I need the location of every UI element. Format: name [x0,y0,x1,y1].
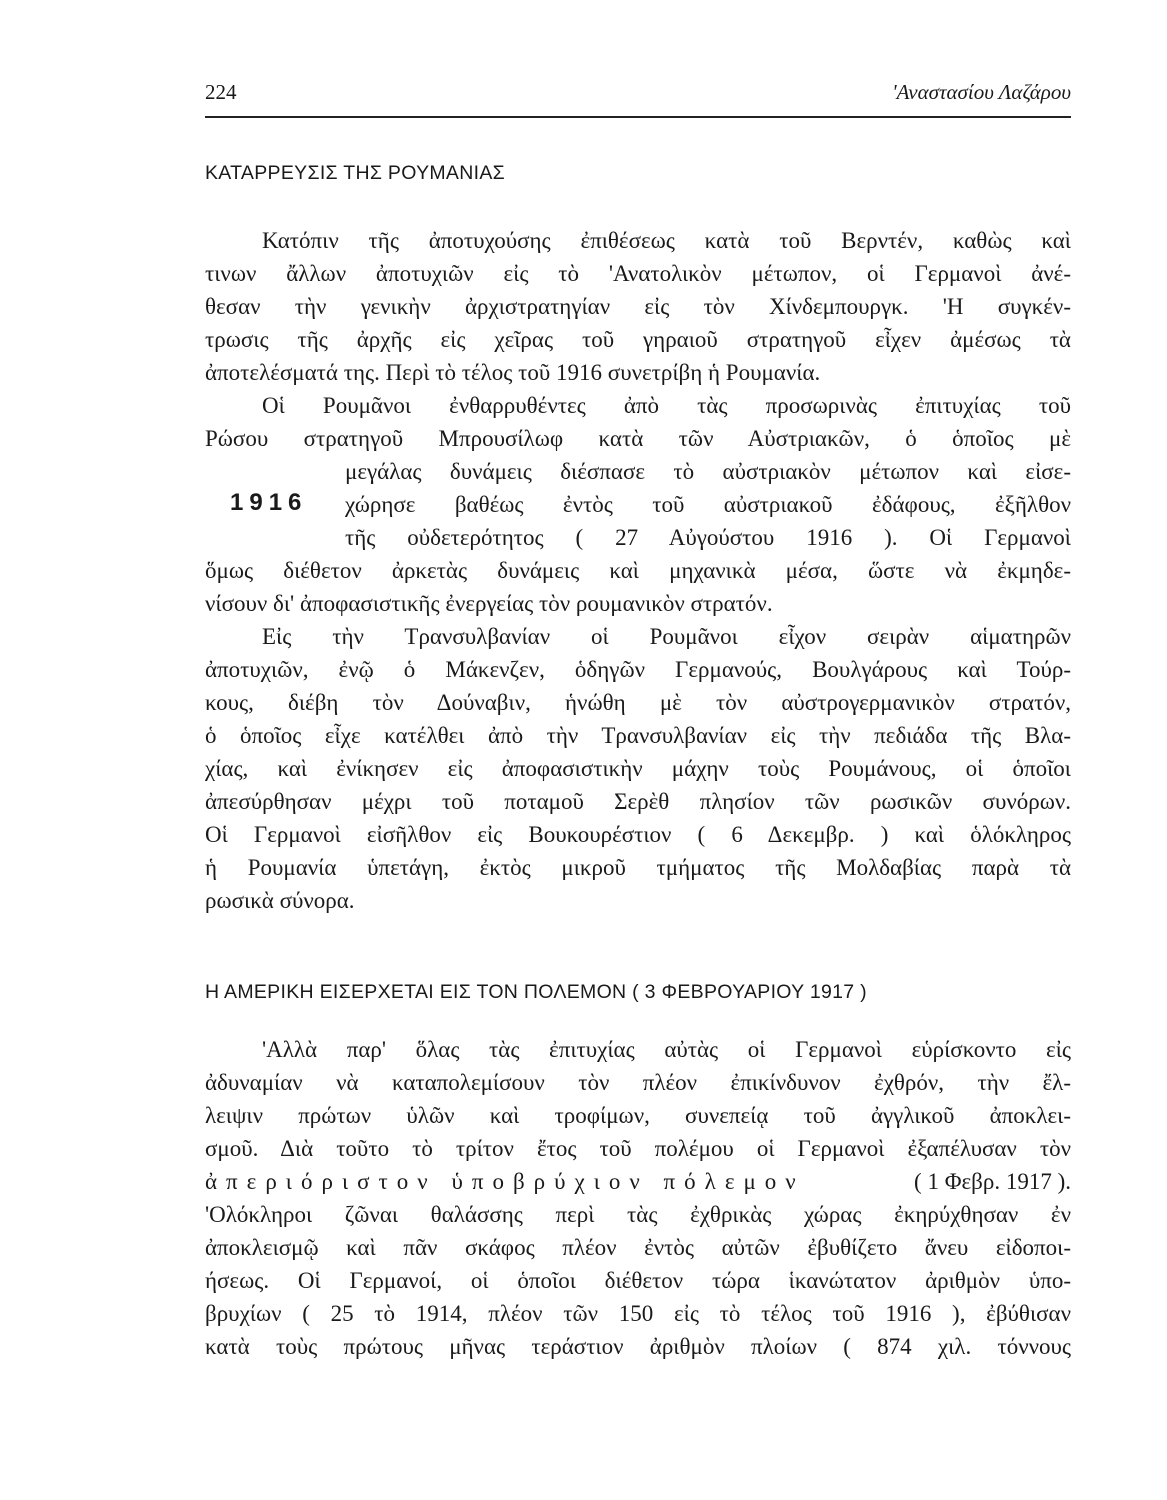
page-header [205,78,1071,118]
text-line: ήσεως. Οἱ Γερμανοί, οἱ ὁποῖοι διέθετον τώρα ἱκανώτατον ἀριθμὸν ὑπο- [205,1268,1071,1293]
text-line: τρωσις τῆς ἀρχῆς εἰς χεῖρας τοῦ γηραιοῦ στρατηγοῦ εἶχεν ἀμέσως τὰ [205,327,1071,352]
text-line: τῆς οὐδετερότητος ( 27 Αὐγούστου 1916 ). Οἱ Γερμανοὶ [345,525,1071,550]
text-line: Ρώσου στρατηγοῦ Μπρουσίλωφ κατὰ τῶν Αὐστριακῶν, ὁ ὁποῖος μὲ [205,426,1071,451]
section-title-romania: ΚΑΤΑΡΡΕΥΣΙΣ ΤΗΣ ΡΟΥΜΑΝΙΑΣ [205,162,505,184]
text-line: νίσουν δι' ἀποφασιστικῆς ἐνεργείας τὸν ρουμανικὸν στρατόν. [205,591,773,616]
text-line: ὁ ὁποῖος εἶχε κατέλθει ἀπὸ τὴν Τρανσυλβανίαν εἰς τὴν πεδιάδα τῆς Βλα- [205,723,1071,748]
text-line: Οἱ Ρουμᾶνοι ἐνθαρρυθέντες ἀπὸ τὰς προσωρινὰς ἐπιτυχίας τοῦ [262,393,1071,418]
text-line: τινων ἄλλων ἀποτυχιῶν εἰς τὸ 'Ανατολικὸν μέτωπον, οἱ Γερμανοὶ ἀνέ- [205,261,1071,286]
text-line: ρωσικὰ σύνορα. [205,888,355,913]
text-line: θεσαν τὴν γενικὴν ἀρχιστρατηγίαν εἰς τὸν Χίνδεμπουργκ. 'Η συγκέν- [205,294,1071,319]
text-line: ἀποτελέσματά της. Περὶ τὸ τέλος τοῦ 1916 συνετρίβη ἡ Ρουμανία. [205,360,821,385]
text-line: χίας, καὶ ἐνίκησεν εἰς ἀποφασιστικὴν μάχην τοὺς Ρουμάνους, οἱ ὁποῖοι [205,756,1071,781]
text-line: μεγάλας δυνάμεις διέσπασε τὸ αὐστριακὸν μέτωπον καὶ εἰσε- [345,459,1071,484]
text-line: ἀποκλεισμῷ καὶ πᾶν σκάφος πλέον ἐντὸς αὐτῶν ἐβυθίζετο ἄνευ εἰδοποι- [205,1235,1071,1260]
text-line-date: ( 1 Φεβρ. 1917 ). [914,1169,1071,1194]
section-title-america: Η ΑΜΕΡΙΚΗ ΕΙΣΕΡΧΕΤΑΙ ΕΙΣ ΤΟΝ ΠΟΛΕΜΟΝ ( 3 ΦΕΒΡΟΥΑΡΙΟΥ 1917 ) [205,981,867,1003]
text-line: κους, διέβη τὸν Δούναβιν, ἡνώθη μὲ τὸν αὐστρογερμανικὸν στρατόν, [205,690,1071,715]
text-line-spaced: ἀπεριόριστον ὑποβρύχιον πόλεμον [205,1169,805,1194]
text-line: κατὰ τοὺς πρώτους μῆνας τεράστιον ἀριθμὸν πλοίων ( 874 χιλ. τόννους [205,1334,1071,1359]
text-line: βρυχίων ( 25 τὸ 1914, πλέον τῶν 150 εἰς τὸ τέλος τοῦ 1916 ), ἐβύθισαν [205,1301,1071,1326]
text-line: ἡ Ρουμανία ὑπετάγη, ἐκτὸς μικροῦ τμήματος τῆς Μολδαβίας παρὰ τὰ [205,855,1071,880]
text-line: Εἰς τὴν Τρανσυλβανίαν οἱ Ρουμᾶνοι εἶχον σειρὰν αἱματηρῶν [262,624,1071,649]
text-line: 'Ολόκληροι ζῶναι θαλάσσης περὶ τὰς ἐχθρικὰς χώρας ἐκηρύχθησαν ἐν [205,1202,1071,1227]
text-line: Οἱ Γερμανοὶ εἰσῆλθον εἰς Βουκουρέστιον ( 6 Δεκεμβρ. ) καὶ ὁλόκληρος [205,822,1071,847]
text-line: Κατόπιν τῆς ἀποτυχούσης ἐπιθέσεως κατὰ τοῦ Βερντέν, καθὼς καὶ [262,228,1071,253]
running-head: 'Αναστασίου Λαζάρου [892,80,1071,104]
text-line: λειψιν πρώτων ὑλῶν καὶ τροφίμων, συνεπείᾳ τοῦ ἀγγλικοῦ ἀποκλει- [205,1103,1071,1128]
text-line: ὅμως διέθετον ἀρκετὰς δυνάμεις καὶ μηχανικὰ μέσα, ὥστε νὰ ἐκμηδε- [205,558,1071,583]
text-line: ἀπεσύρθησαν μέχρι τοῦ ποταμοῦ Σερὲθ πλησίον τῶν ρωσικῶν συνόρων. [205,789,1071,814]
text-line: ἀποτυχιῶν, ἐνῷ ὁ Μάκενζεν, ὁδηγῶν Γερμανούς, Βουλγάρους καὶ Τούρ- [205,657,1071,682]
text-line: χώρησε βαθέως ἐντὸς τοῦ αὐστριακοῦ ἐδάφους, ἐξῆλθον [345,492,1071,517]
page-number: 224 [205,80,237,104]
text-line: 'Αλλὰ παρ' ὅλας τὰς ἐπιτυχίας αὐτὰς οἱ Γερμανοὶ εὑρίσκοντο εἰς [262,1037,1071,1062]
text-line: ἀδυναμίαν νὰ καταπολεμίσουν τὸν πλέον ἐπικίνδυνον ἐχθρόν, τὴν ἔλ- [205,1070,1071,1095]
text-line: σμοῦ. Διὰ τοῦτο τὸ τρίτον ἔτος τοῦ πολέμου οἱ Γερμανοὶ ἐξαπέλυσαν τὸν [205,1136,1071,1161]
margin-year: 1916 [230,489,308,516]
